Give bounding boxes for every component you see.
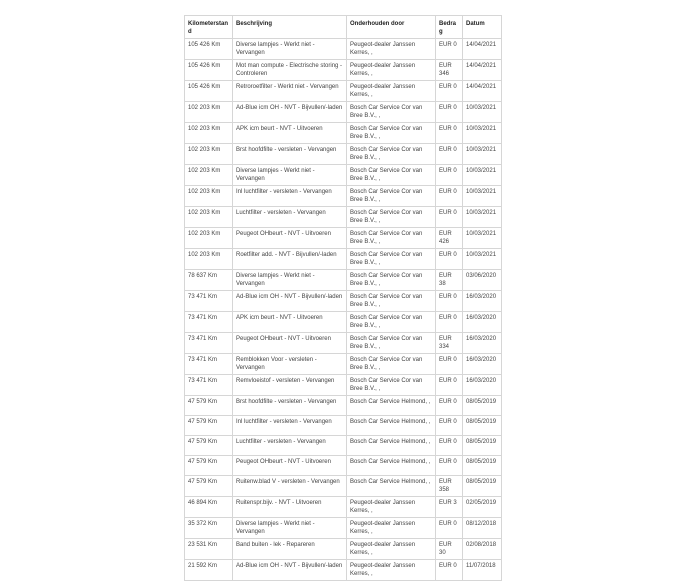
header-kilometerstand: Kilometerstand xyxy=(185,16,233,39)
cell-kilometerstand: 47 579 Km xyxy=(185,476,233,497)
cell-onderhouden-door: Bosch Car Service Cor van Bree B.V., , xyxy=(347,291,436,312)
cell-kilometerstand: 102 203 Km xyxy=(185,228,233,249)
cell-beschrijving: Mot man compute - Electrische storing - Controleren xyxy=(233,60,347,81)
cell-datum: 10/03/2021 xyxy=(463,207,502,228)
cell-datum: 16/03/2020 xyxy=(463,333,502,354)
cell-bedrag: EUR 0 xyxy=(436,354,463,375)
cell-onderhouden-door: Bosch Car Service Helmond, , xyxy=(347,456,436,476)
table-row xyxy=(185,270,502,291)
cell-bedrag: EUR 334 xyxy=(436,333,463,354)
cell-datum: 14/04/2021 xyxy=(463,60,502,81)
cell-onderhouden-door: Bosch Car Service Cor van Bree B.V., , xyxy=(347,207,436,228)
cell-beschrijving: Remvloeistof - versleten - Vervangen xyxy=(233,375,347,396)
cell-datum: 03/06/2020 xyxy=(463,270,502,291)
cell-bedrag: EUR 0 xyxy=(436,144,463,165)
cell-onderhouden-door: Bosch Car Service Cor van Bree B.V., , xyxy=(347,249,436,270)
cell-datum: 02/08/2018 xyxy=(463,539,502,560)
table-row xyxy=(185,560,502,581)
cell-kilometerstand: 105 426 Km xyxy=(185,60,233,81)
cell-kilometerstand: 73 471 Km xyxy=(185,354,233,375)
cell-kilometerstand: 102 203 Km xyxy=(185,165,233,186)
cell-onderhouden-door: Peugeot-dealer Janssen Kerres, , xyxy=(347,518,436,539)
cell-onderhouden-door: Bosch Car Service Cor van Bree B.V., , xyxy=(347,312,436,333)
cell-datum: 10/03/2021 xyxy=(463,123,502,144)
table-row xyxy=(185,456,502,476)
cell-bedrag: EUR 3 xyxy=(436,497,463,518)
cell-datum: 10/03/2021 xyxy=(463,165,502,186)
cell-bedrag: EUR 0 xyxy=(436,416,463,436)
maintenance-history-table xyxy=(184,15,502,581)
cell-onderhouden-door: Bosch Car Service Cor van Bree B.V., , xyxy=(347,270,436,291)
cell-beschrijving: Inl luchtfilter - versleten - Vervangen xyxy=(233,186,347,207)
cell-bedrag: EUR 358 xyxy=(436,476,463,497)
table-row xyxy=(185,375,502,396)
cell-bedrag: EUR 0 xyxy=(436,207,463,228)
cell-beschrijving: Diverse lampjes - Werkt niet - Vervangen xyxy=(233,270,347,291)
cell-beschrijving: Band buiten - lek - Repareren xyxy=(233,539,347,560)
cell-bedrag: EUR 0 xyxy=(436,436,463,456)
table-row xyxy=(185,416,502,436)
cell-datum: 08/12/2018 xyxy=(463,518,502,539)
cell-kilometerstand: 46 894 Km xyxy=(185,497,233,518)
table-row xyxy=(185,102,502,123)
table-row xyxy=(185,518,502,539)
header-datum: Datum xyxy=(463,16,502,39)
table-row xyxy=(185,291,502,312)
table-row xyxy=(185,249,502,270)
table-row xyxy=(185,60,502,81)
table-row xyxy=(185,312,502,333)
table-row xyxy=(185,396,502,416)
cell-bedrag: EUR 0 xyxy=(436,165,463,186)
table-row xyxy=(185,39,502,60)
cell-onderhouden-door: Bosch Car Service Cor van Bree B.V., , xyxy=(347,228,436,249)
cell-bedrag: EUR 0 xyxy=(436,39,463,60)
cell-kilometerstand: 47 579 Km xyxy=(185,396,233,416)
cell-beschrijving: APK icm beurt - NVT - Uitvoeren xyxy=(233,312,347,333)
table-row xyxy=(185,333,502,354)
cell-onderhouden-door: Bosch Car Service Cor van Bree B.V., , xyxy=(347,102,436,123)
cell-beschrijving: Diverse lampjes - Werkt niet - Vervangen xyxy=(233,518,347,539)
cell-beschrijving: Ruitenspr.bijv. - NVT - Uitvoeren xyxy=(233,497,347,518)
cell-kilometerstand: 73 471 Km xyxy=(185,291,233,312)
table-row xyxy=(185,186,502,207)
cell-kilometerstand: 102 203 Km xyxy=(185,102,233,123)
cell-datum: 16/03/2020 xyxy=(463,291,502,312)
cell-onderhouden-door: Bosch Car Service Cor van Bree B.V., , xyxy=(347,186,436,207)
cell-beschrijving: Peugeot OHbeurt - NVT - Uitvoeren xyxy=(233,228,347,249)
cell-bedrag: EUR 0 xyxy=(436,518,463,539)
cell-bedrag: EUR 0 xyxy=(436,81,463,102)
header-beschrijving: Beschrijving xyxy=(233,16,347,39)
cell-beschrijving: Luchtfilter - versleten - Vervangen xyxy=(233,207,347,228)
table-row xyxy=(185,354,502,375)
cell-bedrag: EUR 38 xyxy=(436,270,463,291)
cell-onderhouden-door: Peugeot-dealer Janssen Kerres, , xyxy=(347,560,436,581)
cell-onderhouden-door: Peugeot-dealer Janssen Kerres, , xyxy=(347,81,436,102)
cell-onderhouden-door: Bosch Car Service Helmond, , xyxy=(347,416,436,436)
table-row xyxy=(185,436,502,456)
cell-kilometerstand: 35 372 Km xyxy=(185,518,233,539)
cell-beschrijving: Peugeot OHbeurt - NVT - Uitvoeren xyxy=(233,333,347,354)
cell-beschrijving: Diverse lampjes - Werkt niet - Vervangen xyxy=(233,39,347,60)
cell-onderhouden-door: Bosch Car Service Helmond, , xyxy=(347,396,436,416)
cell-kilometerstand: 105 426 Km xyxy=(185,39,233,60)
cell-kilometerstand: 73 471 Km xyxy=(185,375,233,396)
table-row xyxy=(185,81,502,102)
table-row xyxy=(185,123,502,144)
table-row xyxy=(185,539,502,560)
table-row xyxy=(185,144,502,165)
cell-kilometerstand: 23 531 Km xyxy=(185,539,233,560)
cell-kilometerstand: 47 579 Km xyxy=(185,416,233,436)
cell-onderhouden-door: Bosch Car Service Helmond, , xyxy=(347,436,436,456)
cell-datum: 08/05/2019 xyxy=(463,436,502,456)
cell-bedrag: EUR 0 xyxy=(436,375,463,396)
cell-bedrag: EUR 346 xyxy=(436,60,463,81)
cell-datum: 08/05/2019 xyxy=(463,476,502,497)
cell-beschrijving: Ruitenw.blad V - versleten - Vervangen xyxy=(233,476,347,497)
table-header-row xyxy=(185,16,502,39)
cell-onderhouden-door: Peugeot-dealer Janssen Kerres, , xyxy=(347,60,436,81)
cell-beschrijving: Ad-Blue icm OH - NVT - Bijvullen/-laden xyxy=(233,560,347,581)
cell-bedrag: EUR 0 xyxy=(436,186,463,207)
cell-kilometerstand: 102 203 Km xyxy=(185,186,233,207)
table-row xyxy=(185,228,502,249)
cell-kilometerstand: 73 471 Km xyxy=(185,312,233,333)
cell-beschrijving: Roetfilter add. - NVT - Bijvullen/-laden xyxy=(233,249,347,270)
cell-beschrijving: Brst hoofdfilte - versleten - Vervangen xyxy=(233,144,347,165)
cell-datum: 08/05/2019 xyxy=(463,456,502,476)
cell-datum: 08/05/2019 xyxy=(463,416,502,436)
cell-datum: 02/05/2019 xyxy=(463,497,502,518)
cell-kilometerstand: 102 203 Km xyxy=(185,144,233,165)
cell-beschrijving: Retroroetfilter - Werkt niet - Vervangen xyxy=(233,81,347,102)
cell-datum: 16/03/2020 xyxy=(463,375,502,396)
cell-onderhouden-door: Bosch Car Service Cor van Bree B.V., , xyxy=(347,375,436,396)
cell-datum: 16/03/2020 xyxy=(463,354,502,375)
cell-beschrijving: Ad-Blue icm OH - NVT - Bijvullen/-laden xyxy=(233,102,347,123)
cell-bedrag: EUR 0 xyxy=(436,312,463,333)
cell-beschrijving: Luchtfilter - versleten - Vervangen xyxy=(233,436,347,456)
cell-bedrag: EUR 0 xyxy=(436,123,463,144)
header-bedrag: Bedrag xyxy=(436,16,463,39)
cell-bedrag: EUR 0 xyxy=(436,249,463,270)
cell-kilometerstand: 105 426 Km xyxy=(185,81,233,102)
cell-bedrag: EUR 426 xyxy=(436,228,463,249)
cell-datum: 08/05/2019 xyxy=(463,396,502,416)
cell-onderhouden-door: Peugeot-dealer Janssen Kerres, , xyxy=(347,539,436,560)
cell-kilometerstand: 102 203 Km xyxy=(185,207,233,228)
cell-onderhouden-door: Peugeot-dealer Janssen Kerres, , xyxy=(347,39,436,60)
cell-bedrag: EUR 0 xyxy=(436,456,463,476)
cell-datum: 14/04/2021 xyxy=(463,39,502,60)
cell-bedrag: EUR 0 xyxy=(436,291,463,312)
cell-onderhouden-door: Bosch Car Service Cor van Bree B.V., , xyxy=(347,123,436,144)
cell-datum: 11/07/2018 xyxy=(463,560,502,581)
cell-beschrijving: APK icm beurt - NVT - Uitvoeren xyxy=(233,123,347,144)
cell-beschrijving: Inl luchtfilter - versleten - Vervangen xyxy=(233,416,347,436)
cell-kilometerstand: 102 203 Km xyxy=(185,123,233,144)
cell-onderhouden-door: Bosch Car Service Cor van Bree B.V., , xyxy=(347,354,436,375)
cell-kilometerstand: 102 203 Km xyxy=(185,249,233,270)
cell-datum: 10/03/2021 xyxy=(463,228,502,249)
cell-datum: 10/03/2021 xyxy=(463,144,502,165)
cell-kilometerstand: 78 637 Km xyxy=(185,270,233,291)
cell-datum: 10/03/2021 xyxy=(463,102,502,123)
cell-onderhouden-door: Bosch Car Service Cor van Bree B.V., , xyxy=(347,144,436,165)
cell-beschrijving: Ad-Blue icm OH - NVT - Bijvullen/-laden xyxy=(233,291,347,312)
cell-beschrijving: Peugeot OHbeurt - NVT - Uitvoeren xyxy=(233,456,347,476)
cell-beschrijving: Remblokken Voor - versleten - Vervangen xyxy=(233,354,347,375)
cell-onderhouden-door: Bosch Car Service Helmond, , xyxy=(347,476,436,497)
table-row xyxy=(185,165,502,186)
cell-datum: 14/04/2021 xyxy=(463,81,502,102)
cell-beschrijving: Diverse lampjes - Werkt niet - Vervangen xyxy=(233,165,347,186)
cell-kilometerstand: 21 592 Km xyxy=(185,560,233,581)
header-onderhouden-door: Onderhouden door xyxy=(347,16,436,39)
cell-kilometerstand: 73 471 Km xyxy=(185,333,233,354)
cell-bedrag: EUR 0 xyxy=(436,396,463,416)
cell-datum: 10/03/2021 xyxy=(463,249,502,270)
cell-bedrag: EUR 0 xyxy=(436,102,463,123)
cell-onderhouden-door: Bosch Car Service Cor van Bree B.V., , xyxy=(347,333,436,354)
cell-kilometerstand: 47 579 Km xyxy=(185,436,233,456)
cell-bedrag: EUR 0 xyxy=(436,560,463,581)
table-row xyxy=(185,476,502,497)
cell-datum: 16/03/2020 xyxy=(463,312,502,333)
table-row xyxy=(185,207,502,228)
cell-onderhouden-door: Peugeot-dealer Janssen Kerres, , xyxy=(347,497,436,518)
cell-bedrag: EUR 30 xyxy=(436,539,463,560)
cell-beschrijving: Brst hoofdfilte - versleten - Vervangen xyxy=(233,396,347,416)
table-row xyxy=(185,497,502,518)
cell-onderhouden-door: Bosch Car Service Cor van Bree B.V., , xyxy=(347,165,436,186)
cell-kilometerstand: 47 579 Km xyxy=(185,456,233,476)
cell-datum: 10/03/2021 xyxy=(463,186,502,207)
